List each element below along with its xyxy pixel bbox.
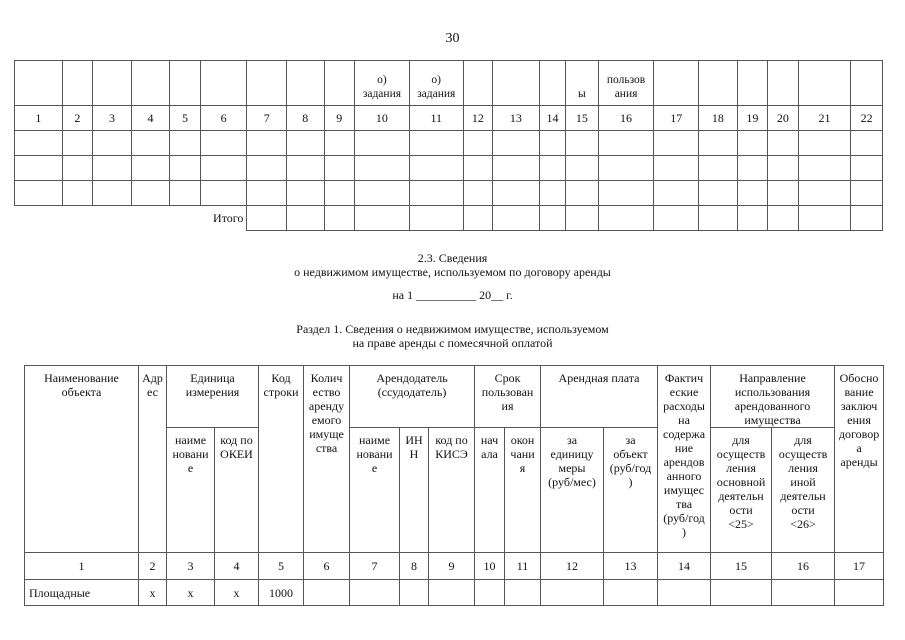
- table1-column-number: 11: [409, 106, 463, 131]
- table1-cell: [768, 156, 798, 181]
- table2-data-row: [25, 580, 884, 606]
- table2-data-cell: [604, 580, 658, 606]
- table1-cell: [15, 156, 63, 181]
- table1-column-number: 22: [851, 106, 883, 131]
- table2-column-number: 15: [711, 553, 772, 580]
- table1-cell: [131, 131, 170, 156]
- table1-cell: [324, 181, 354, 206]
- table1-header-cell: [851, 61, 883, 106]
- table2-column-number: 14: [658, 553, 711, 580]
- table1-cell: [93, 131, 132, 156]
- table1-total-cell: [539, 206, 565, 231]
- table1-cell: [287, 156, 325, 181]
- table1-cell: [463, 181, 492, 206]
- section-title-line1: 2.3. Сведения: [417, 251, 488, 265]
- table2-column-number: 1: [25, 553, 139, 580]
- table1-header-cell: [493, 61, 540, 106]
- table1-header-cell: [15, 61, 63, 106]
- header-quantity: Колич ество аренду емого имуще ства: [304, 366, 350, 553]
- table1-cell: [798, 131, 851, 156]
- table1-cell: [247, 131, 287, 156]
- table2-column-number: 10: [475, 553, 505, 580]
- table1-cell: [798, 156, 851, 181]
- table1-cell: [170, 156, 200, 181]
- table1-header-cell: [287, 61, 325, 106]
- table2-column-number: 12: [541, 553, 604, 580]
- table2-column-number: 16: [772, 553, 835, 580]
- header-term-start: нач ала: [475, 428, 505, 553]
- table1-cell: [324, 131, 354, 156]
- table1-total-cell: [798, 206, 851, 231]
- header-justification: Обосно вание заключ ения договор а аренды: [835, 366, 884, 553]
- subsection-title-line2: на праве аренды с помесячной оплатой: [352, 336, 553, 350]
- table1-header-cell: [170, 61, 200, 106]
- header-lessor-inn: ИН Н: [400, 428, 429, 553]
- table1-total-cell: [324, 206, 354, 231]
- table1-cell: [566, 156, 598, 181]
- table1-column-number: 6: [200, 106, 247, 131]
- table1-total-cell: [737, 206, 767, 231]
- table1-cell: [737, 181, 767, 206]
- table1-column-number: 18: [699, 106, 738, 131]
- header-unit: Единица измерения: [167, 366, 259, 428]
- table1-cell: [15, 131, 63, 156]
- table1-cell: [324, 156, 354, 181]
- table1-cell: [598, 181, 654, 206]
- table2-data-cell: х: [139, 580, 167, 606]
- table2-data-cell: [541, 580, 604, 606]
- table1-column-number: 12: [463, 106, 492, 131]
- table2-data-cell: [400, 580, 429, 606]
- table1-total-cell: [654, 206, 699, 231]
- table1-column-number: 21: [798, 106, 851, 131]
- row-label: Площадные: [25, 580, 139, 606]
- table2-column-number: 4: [215, 553, 259, 580]
- table1-column-number: 7: [247, 106, 287, 131]
- table1-header-cell: [737, 61, 767, 106]
- table1-cell: [654, 131, 699, 156]
- total-label: Итого: [213, 211, 244, 226]
- table2-data-cell: х: [167, 580, 215, 606]
- header-rent-per-unit: за единицу меры (руб/мес): [541, 428, 604, 553]
- table2-column-number: 17: [835, 553, 884, 580]
- table2-column-number: 8: [400, 553, 429, 580]
- table2-data-cell: [772, 580, 835, 606]
- table2-data-cell: [658, 580, 711, 606]
- header-line-code: Код строки: [259, 366, 304, 553]
- header-lessor-kise: код по КИСЭ: [429, 428, 475, 553]
- table1-header-cell: пользов ания: [598, 61, 654, 106]
- section-title-date-line: на 1 __________ 20__ г.: [392, 288, 513, 302]
- table2-column-number: 13: [604, 553, 658, 580]
- table1-cell: [170, 181, 200, 206]
- monthly-rent-property-table: [24, 365, 884, 606]
- table1-column-number: 10: [355, 106, 410, 131]
- table1-column-number: 1: [15, 106, 63, 131]
- table1-total-cell: [768, 206, 798, 231]
- table1-cell: [566, 181, 598, 206]
- table1-cell: [851, 131, 883, 156]
- table1-total-cell: [287, 206, 325, 231]
- table2-number-row: [25, 553, 884, 580]
- table1-column-number: 14: [539, 106, 565, 131]
- table1-cell: [62, 131, 92, 156]
- table2-data-cell: [711, 580, 772, 606]
- table1-total-cell: [699, 206, 738, 231]
- header-address: Адр ес: [139, 366, 167, 553]
- table1-column-number: 3: [93, 106, 132, 131]
- table1-header-cell: ы: [566, 61, 598, 106]
- table1-cell: [131, 181, 170, 206]
- table1-header-cell: [798, 61, 851, 106]
- table1-header-cell: [539, 61, 565, 106]
- header-rent-per-object: за объект (руб/год ): [604, 428, 658, 553]
- table2-column-number: 3: [167, 553, 215, 580]
- table1-total-cell: [463, 206, 492, 231]
- continuation-table: [14, 60, 883, 231]
- table1-cell: [93, 156, 132, 181]
- table1-cell: [699, 131, 738, 156]
- table1-column-number: 4: [131, 106, 170, 131]
- table1-cell: [699, 181, 738, 206]
- table1-column-number: 2: [62, 106, 92, 131]
- table1-cell: [493, 181, 540, 206]
- table1-cell: [355, 156, 410, 181]
- table1-header-cell: [200, 61, 247, 106]
- table1-cell: [409, 131, 463, 156]
- table1-cell: [539, 156, 565, 181]
- table1-header-cell: [463, 61, 492, 106]
- table1-column-number: 5: [170, 106, 200, 131]
- table1-header-cell: [247, 61, 287, 106]
- table1-total-cell: [409, 206, 463, 231]
- table1-cell: [170, 131, 200, 156]
- table1-cell: [247, 181, 287, 206]
- table1-cell: [93, 181, 132, 206]
- table1-blank-row: [15, 156, 883, 181]
- table2-data-cell: 1000: [259, 580, 304, 606]
- table1-cell: [598, 156, 654, 181]
- table1-header-cell: [131, 61, 170, 106]
- table1-total-cell: [851, 206, 883, 231]
- table1-total-row: [15, 206, 883, 231]
- header-term-end: окон чани я: [505, 428, 541, 553]
- table1-cell: [768, 181, 798, 206]
- table1-total-cell: [493, 206, 540, 231]
- header-lessor-name: наиме новани е: [350, 428, 400, 553]
- table1-cell: [737, 156, 767, 181]
- table1-cell: [737, 131, 767, 156]
- table1-total-cell: [566, 206, 598, 231]
- table1-column-number: 8: [287, 106, 325, 131]
- table1-cell: [62, 181, 92, 206]
- header-term: Срок пользован ия: [475, 366, 541, 428]
- table1-header-cell: [324, 61, 354, 106]
- table1-cell: [699, 156, 738, 181]
- table1-cell: [768, 131, 798, 156]
- table2-data-cell: [505, 580, 541, 606]
- table1-header-cell: [62, 61, 92, 106]
- table1-cell: [200, 156, 247, 181]
- table1-header-cell: [768, 61, 798, 106]
- table1-cell: [287, 131, 325, 156]
- table1-header-cell: о) задания: [409, 61, 463, 106]
- table1-cell: [493, 131, 540, 156]
- table1-column-number: 13: [493, 106, 540, 131]
- header-actual-costs: Фактич еские расходы на содержа ние арендов анного имущес тва (руб/год ): [658, 366, 711, 553]
- table1-cell: [539, 181, 565, 206]
- header-lessor: Арендодатель (ссудодатель): [350, 366, 475, 428]
- table2-column-number: 7: [350, 553, 400, 580]
- table1-cell: [539, 131, 565, 156]
- table1-header-row: [15, 61, 883, 106]
- table1-cell: [131, 156, 170, 181]
- table1-cell: [463, 156, 492, 181]
- table2-data-cell: [835, 580, 884, 606]
- table1-cell: [409, 156, 463, 181]
- table1-header-cell: [654, 61, 699, 106]
- header-direction-other: для осуществ ления иной деятельн ости <26>: [772, 428, 835, 553]
- table1-column-number: 15: [566, 106, 598, 131]
- section-title-line2: о недвижимом имуществе, используемом по договору аренды: [294, 265, 611, 279]
- table1-cell: [409, 181, 463, 206]
- table1-total-cell: [598, 206, 654, 231]
- table2-data-cell: [304, 580, 350, 606]
- table1-cell: [355, 181, 410, 206]
- table1-blank-row: [15, 181, 883, 206]
- table1-cell: [355, 131, 410, 156]
- table1-cell: [851, 181, 883, 206]
- table1-number-row: [15, 106, 883, 131]
- table1-total-cell: [247, 206, 287, 231]
- table1-cell: [247, 156, 287, 181]
- table1-header-cell: о) задания: [355, 61, 410, 106]
- table2-column-number: 9: [429, 553, 475, 580]
- header-direction-main: для осуществ ления основной деятельн ости <25>: [711, 428, 772, 553]
- table1-cell: [598, 131, 654, 156]
- table2-data-cell: [475, 580, 505, 606]
- header-unit-name: наиме новани е: [167, 428, 215, 553]
- header-object-name: Наименование объекта: [25, 366, 139, 553]
- subsection-title-line1: Раздел 1. Сведения о недвижимом имуществе, используемом: [296, 322, 609, 336]
- table1-cell: [493, 156, 540, 181]
- table2-column-number: 11: [505, 553, 541, 580]
- table1-cell: [654, 181, 699, 206]
- table1-header-cell: [699, 61, 738, 106]
- table2-column-number: 2: [139, 553, 167, 580]
- table1-cell: [463, 131, 492, 156]
- header-rent: Арендная плата: [541, 366, 658, 428]
- table1-cell: [851, 156, 883, 181]
- page-number: 30: [445, 31, 460, 46]
- table2-data-cell: [350, 580, 400, 606]
- table1-column-number: 9: [324, 106, 354, 131]
- header-direction: Направление использования арендованного имущества: [711, 366, 835, 428]
- table2-data-cell: [429, 580, 475, 606]
- table1-cell: [200, 131, 247, 156]
- table1-blank-row: [15, 131, 883, 156]
- table1-total-cell: [355, 206, 410, 231]
- table1-cell: [15, 181, 63, 206]
- table1-cell: [62, 156, 92, 181]
- table1-cell: [287, 181, 325, 206]
- table2-data-cell: х: [215, 580, 259, 606]
- table1-column-number: 19: [737, 106, 767, 131]
- table1-header-cell: [93, 61, 132, 106]
- table1-column-number: 20: [768, 106, 798, 131]
- table1-cell: [798, 181, 851, 206]
- table1-column-number: 16: [598, 106, 654, 131]
- header-unit-okei: код по ОКЕИ: [215, 428, 259, 553]
- table1-cell: [566, 131, 598, 156]
- table1-cell: [200, 181, 247, 206]
- table1-cell: [654, 156, 699, 181]
- table2-column-number: 5: [259, 553, 304, 580]
- table1-column-number: 17: [654, 106, 699, 131]
- table2-column-number: 6: [304, 553, 350, 580]
